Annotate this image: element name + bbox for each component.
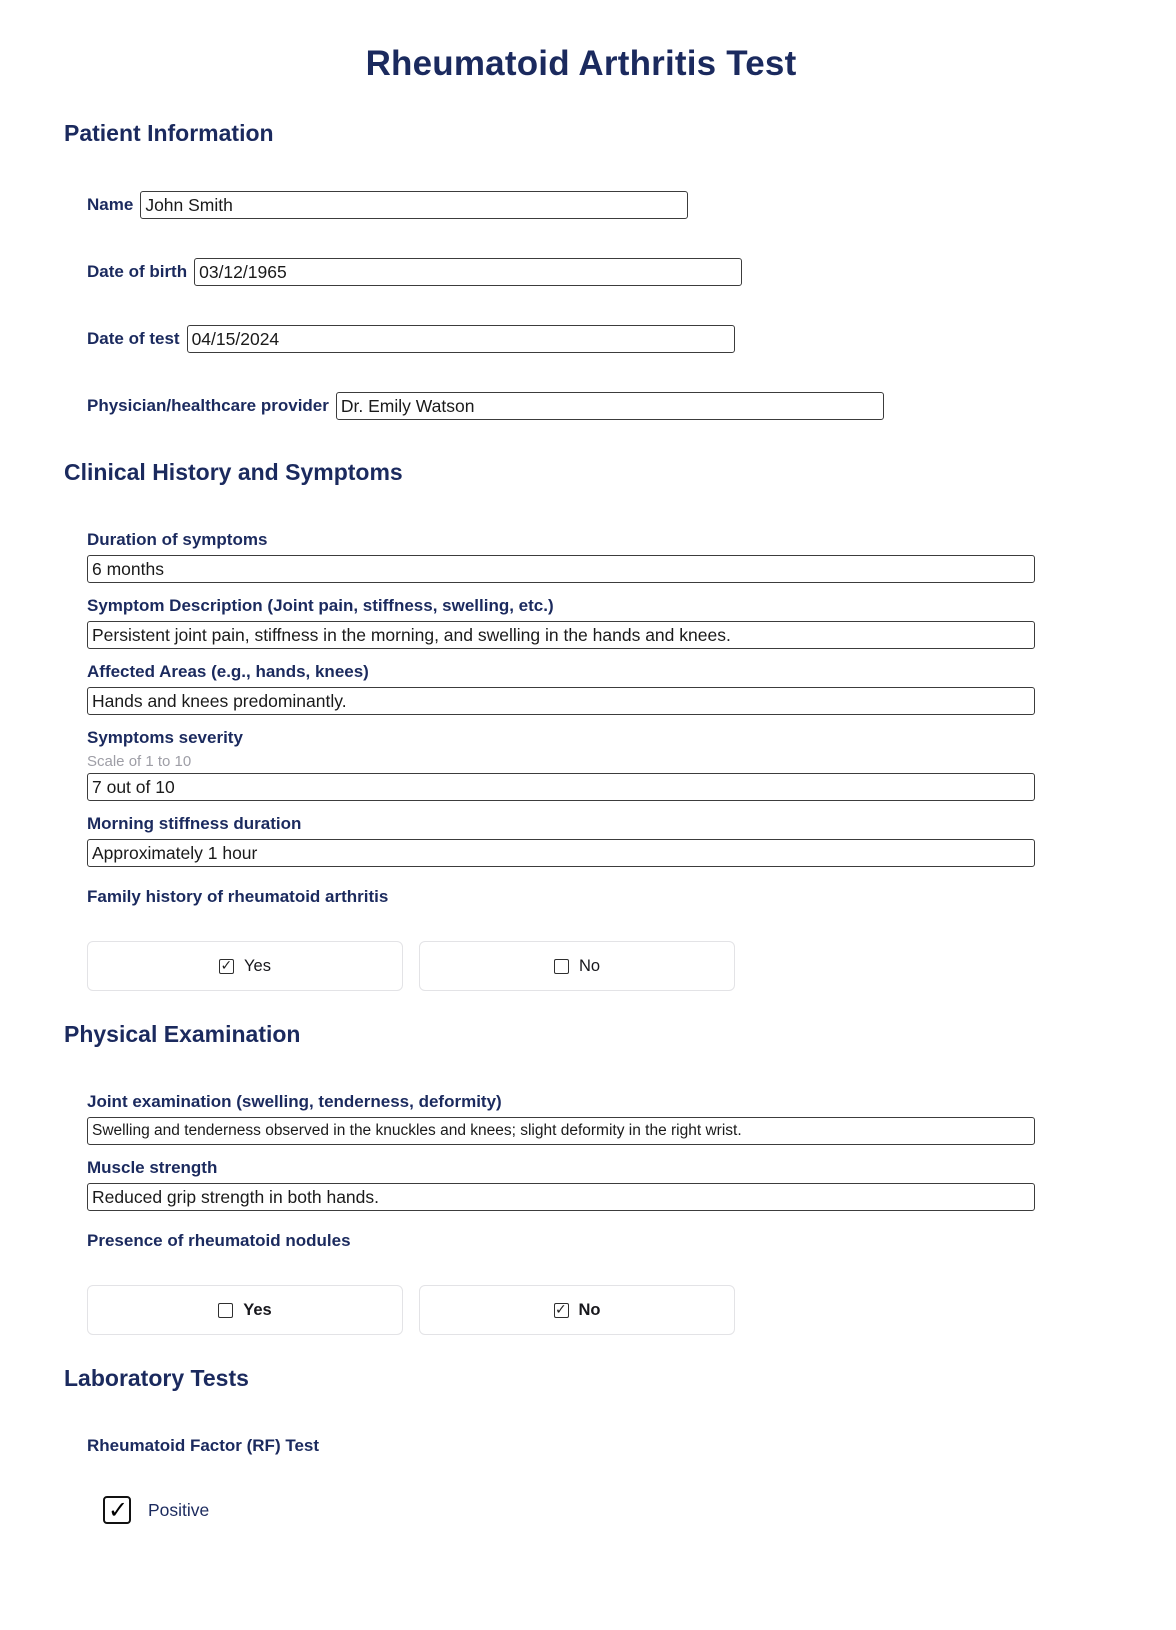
symptom-description-label: Symptom Description (Joint pain, stiffness, swelling, etc.)	[87, 596, 554, 615]
field-duration-of-symptoms	[87, 530, 1098, 583]
joint-examination-input[interactable]	[87, 1117, 1035, 1145]
symptoms-severity-input[interactable]	[87, 773, 1035, 801]
family-history-label: Family history of rheumatoid arthritis	[87, 887, 389, 906]
joint-examination-label: Joint examination (swelling, tenderness, deformity)	[87, 1092, 502, 1111]
field-date-of-birth	[87, 258, 1098, 286]
duration-of-symptoms-input[interactable]	[87, 555, 1035, 583]
family-history-no-label: No	[578, 956, 601, 975]
rf-positive-label: Positive	[148, 1499, 210, 1520]
form-title: Rheumatoid Arthritis Test	[365, 44, 797, 83]
date-of-birth-label: Date of birth	[87, 262, 188, 281]
nodules-no-label: No	[578, 1300, 601, 1319]
rf-test-result-row	[103, 1496, 1098, 1524]
section-laboratory-tests	[64, 1365, 1098, 1524]
morning-stiffness-input[interactable]	[87, 839, 1035, 867]
morning-stiffness-label: Morning stiffness duration	[87, 814, 302, 833]
date-of-birth-input[interactable]	[194, 258, 742, 286]
name-label: Name	[87, 195, 134, 214]
field-symptoms-severity	[87, 728, 1098, 801]
family-history-yes-label: Yes	[244, 956, 271, 975]
affected-areas-input[interactable]	[87, 687, 1035, 715]
physical-examination-heading: Physical Examination	[64, 1021, 301, 1047]
rf-test-label: Rheumatoid Factor (RF) Test	[87, 1436, 320, 1455]
section-patient-information	[64, 120, 1098, 420]
family-history-options	[87, 941, 1098, 991]
physician-label: Physician/healthcare provider	[87, 396, 329, 415]
field-muscle-strength	[87, 1158, 1098, 1211]
nodules-no-option[interactable]	[419, 1285, 735, 1335]
symptoms-severity-helper: Scale of 1 to 10	[87, 753, 192, 770]
patient-information-heading: Patient Information	[64, 120, 274, 146]
affected-areas-label: Affected Areas (e.g., hands, knees)	[87, 662, 369, 681]
nodules-no-checkbox[interactable]	[554, 1303, 569, 1318]
clinical-history-heading: Clinical History and Symptoms	[64, 459, 403, 485]
family-history-no-option[interactable]	[419, 941, 735, 991]
physician-input[interactable]	[336, 392, 884, 420]
nodules-yes-checkbox[interactable]	[218, 1303, 233, 1318]
field-date-of-test	[87, 325, 1098, 353]
rheumatoid-nodules-options	[87, 1285, 1098, 1335]
nodules-yes-label: Yes	[243, 1300, 272, 1319]
field-morning-stiffness	[87, 814, 1098, 867]
family-history-yes-checkbox[interactable]	[219, 959, 234, 974]
laboratory-tests-heading: Laboratory Tests	[64, 1365, 249, 1391]
section-clinical-history	[64, 459, 1098, 991]
field-symptom-description	[87, 596, 1098, 649]
family-history-yes-option[interactable]	[87, 941, 403, 991]
family-history-no-checkbox[interactable]	[554, 959, 569, 974]
name-input[interactable]	[140, 191, 688, 219]
nodules-yes-option[interactable]	[87, 1285, 403, 1335]
field-joint-examination	[87, 1092, 1098, 1145]
symptom-description-input[interactable]	[87, 621, 1035, 649]
date-of-test-input[interactable]	[187, 325, 735, 353]
rf-positive-checkbox[interactable]	[103, 1496, 131, 1524]
symptoms-severity-label: Symptoms severity	[87, 728, 243, 747]
muscle-strength-label: Muscle strength	[87, 1158, 218, 1177]
field-name	[87, 191, 1098, 219]
rheumatoid-nodules-label: Presence of rheumatoid nodules	[87, 1231, 351, 1250]
muscle-strength-input[interactable]	[87, 1183, 1035, 1211]
duration-of-symptoms-label: Duration of symptoms	[87, 530, 268, 549]
section-physical-examination	[64, 1021, 1098, 1335]
date-of-test-label: Date of test	[87, 329, 180, 348]
field-physician	[87, 392, 1098, 420]
field-affected-areas	[87, 662, 1098, 715]
